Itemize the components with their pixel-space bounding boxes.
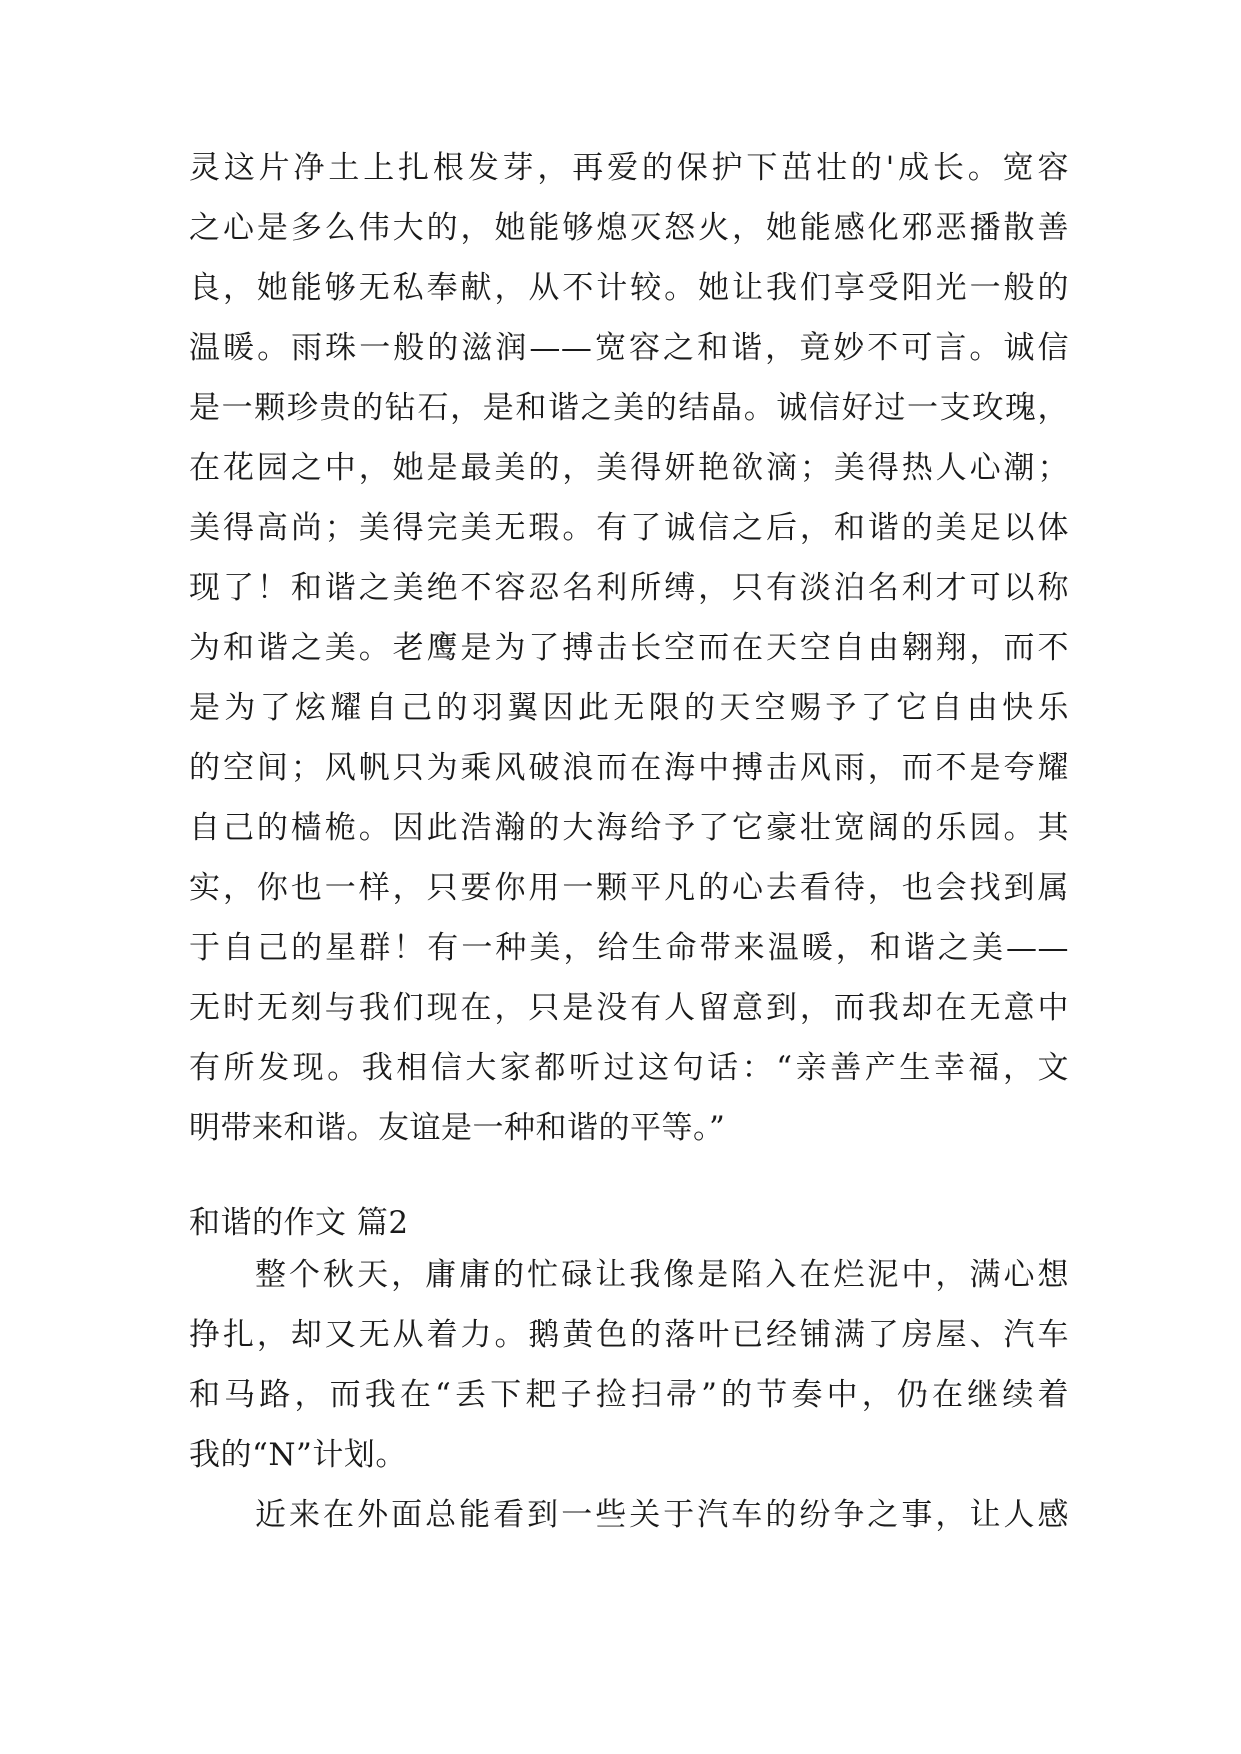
text-line: 的空间；风帆只为乘风破浪而在海中搏击风雨，而不是夸耀 bbox=[189, 750, 1069, 786]
section-heading: 和谐的作文 篇2 bbox=[189, 1205, 409, 1241]
text-line: 现了！和谐之美绝不容忍名利所缚，只有淡泊名利才可以称 bbox=[189, 570, 1069, 606]
text-line: 为和谐之美。老鹰是为了搏击长空而在天空自由翱翔，而不 bbox=[189, 630, 1069, 666]
text-line: 灵这片净土上扎根发芽，再爱的保护下茁壮的'成长。宽容 bbox=[189, 150, 1069, 186]
text-line: 温暖。雨珠一般的滋润——宽容之和谐，竟妙不可言。诚信 bbox=[189, 330, 1069, 366]
text-line: 实，你也一样，只要你用一颗平凡的心去看待，也会找到属 bbox=[189, 870, 1069, 906]
text-line: 良，她能够无私奉献，从不计较。她让我们享受阳光一般的 bbox=[189, 270, 1069, 306]
text-line: 明带来和谐。友谊是一种和谐的平等。” bbox=[189, 1110, 726, 1146]
text-line: 在花园之中，她是最美的，美得妍艳欲滴；美得热人心潮； bbox=[189, 450, 1069, 486]
text-line: 美得高尚；美得完美无瑕。有了诚信之后，和谐的美足以体 bbox=[189, 510, 1069, 546]
paragraph-3 bbox=[189, 1485, 1069, 1545]
text-line: 之心是多么伟大的，她能够熄灭怒火，她能感化邪恶播散善 bbox=[189, 210, 1069, 246]
text-line: 自己的樯桅。因此浩瀚的大海给予了它豪壮宽阔的乐园。其 bbox=[189, 810, 1069, 846]
text-line: 有所发现。我相信大家都听过这句话：“亲善产生幸福，文 bbox=[189, 1050, 1069, 1086]
section-heading-container bbox=[189, 1193, 1069, 1253]
text-line: 是为了炫耀自己的羽翼因此无限的天空赐予了它自由快乐 bbox=[189, 690, 1069, 726]
text-line: 挣扎，却又无从着力。鹅黄色的落叶已经铺满了房屋、汽车 bbox=[189, 1317, 1069, 1353]
text-line: 是一颗珍贵的钻石，是和谐之美的结晶。诚信好过一支玫瑰， bbox=[189, 390, 1069, 426]
paragraph-2 bbox=[189, 1245, 1069, 1485]
text-line: 我的“N”计划。 bbox=[189, 1437, 407, 1473]
text-line: 无时无刻与我们现在，只是没有人留意到，而我却在无意中 bbox=[189, 990, 1069, 1026]
text-line: 和马路，而我在“丢下耙子捡扫帚”的节奏中，仍在继续着 bbox=[189, 1377, 1069, 1413]
text-line: 近来在外面总能看到一些关于汽车的纷争之事，让人感 bbox=[255, 1497, 1069, 1533]
text-line: 整个秋天，庸庸的忙碌让我像是陷入在烂泥中，满心想 bbox=[255, 1257, 1069, 1293]
text-line: 于自己的星群！有一种美，给生命带来温暖，和谐之美—— bbox=[189, 930, 1069, 966]
paragraph-1 bbox=[189, 138, 1069, 1158]
